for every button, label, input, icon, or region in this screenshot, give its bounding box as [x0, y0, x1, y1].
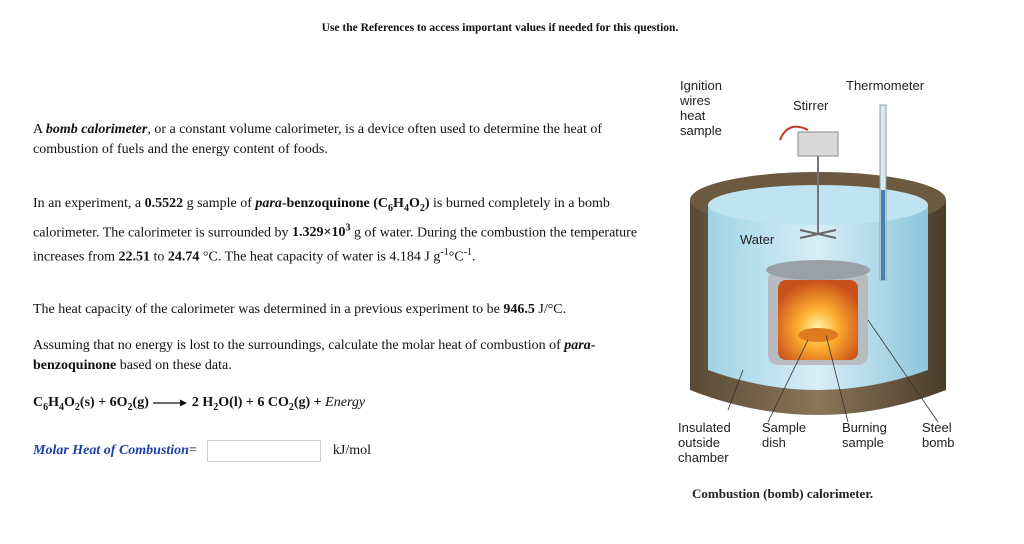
- stirrer-motor: [798, 132, 838, 156]
- bomb-calorimeter-diagram: [668, 70, 968, 510]
- molar-heat-label: Molar Heat of Combustion: [33, 443, 189, 458]
- insulated-label: Insulated outside chamber: [678, 420, 731, 465]
- energy-term: Energy: [325, 395, 366, 410]
- combustion-chamber: [778, 280, 858, 360]
- answer-row: Molar Heat of Combustion = kJ/mol: [33, 440, 371, 462]
- water-label: Water: [740, 232, 775, 247]
- experiment-paragraph: In an experiment, a 0.5522 g sample of para-benzoquinone $(C_6H_4O_2)$ is burned completely in a bomb calorimeter. The calorimeter is surrounded by $1.329\times 10^3$ g of water. During the combustion the temperature increases from 22.51 to 24.74 °C. The heat capacity of water is 4.184 J $g^{-1}^\circ C^{-1}$.: [33, 196, 638, 266]
- steel-bomb-label: Steel bomb: [922, 420, 955, 450]
- molar-heat-input[interactable]: [207, 440, 321, 462]
- intro-paragraph: A bomb calorimeter, or a constant volume calorimeter, is a device often used to determine the heat of combustion of fuels and the energy content of foods.: [33, 122, 603, 157]
- question-paragraph: Assuming that no energy is lost to the surroundings, calculate the molar heat of combustion of para-benzoquinone based on these data.: [33, 338, 596, 373]
- ignition-label: Ignition wires heat sample: [680, 78, 722, 138]
- temp-end: 24.74: [167, 250, 200, 266]
- sample-mass: 0.5522: [144, 196, 184, 211]
- sample-dish-label: Sample dish: [762, 420, 807, 450]
- calorimeter-heat-capacity-paragraph: The heat capacity of the calorimeter was determined in a previous experiment to be 946.5 J/°C.: [33, 302, 567, 317]
- diagram-caption: Combustion (bomb) calorimeter.: [692, 486, 874, 501]
- unit-label: kJ/mol: [332, 443, 371, 458]
- stirrer-label: Stirrer: [793, 98, 829, 113]
- burning-sample-label: Burning sample: [842, 420, 887, 450]
- compound-formula: $(C_6H_4O_2)$: [373, 196, 430, 214]
- reaction-arrow-icon: [152, 398, 188, 408]
- bomb-calorimeter-term: bomb calorimeter: [45, 122, 148, 137]
- thermometer-label: Thermometer: [846, 78, 925, 93]
- sample-dish: [798, 328, 838, 342]
- calorimeter-heat-capacity: 946.5: [503, 302, 535, 317]
- combustion-equation: $C_6H_4O_2(s) + 6O_2(g)$ 2 $H_2O(l) + 6$ $CO_2(g)$ + Energy: [33, 395, 366, 413]
- temp-start: 22.51: [118, 250, 151, 266]
- references-notice: Use the References to access important values if needed for this question.: [321, 22, 679, 34]
- water-mass: $1.329\times 10^3$: [292, 222, 351, 241]
